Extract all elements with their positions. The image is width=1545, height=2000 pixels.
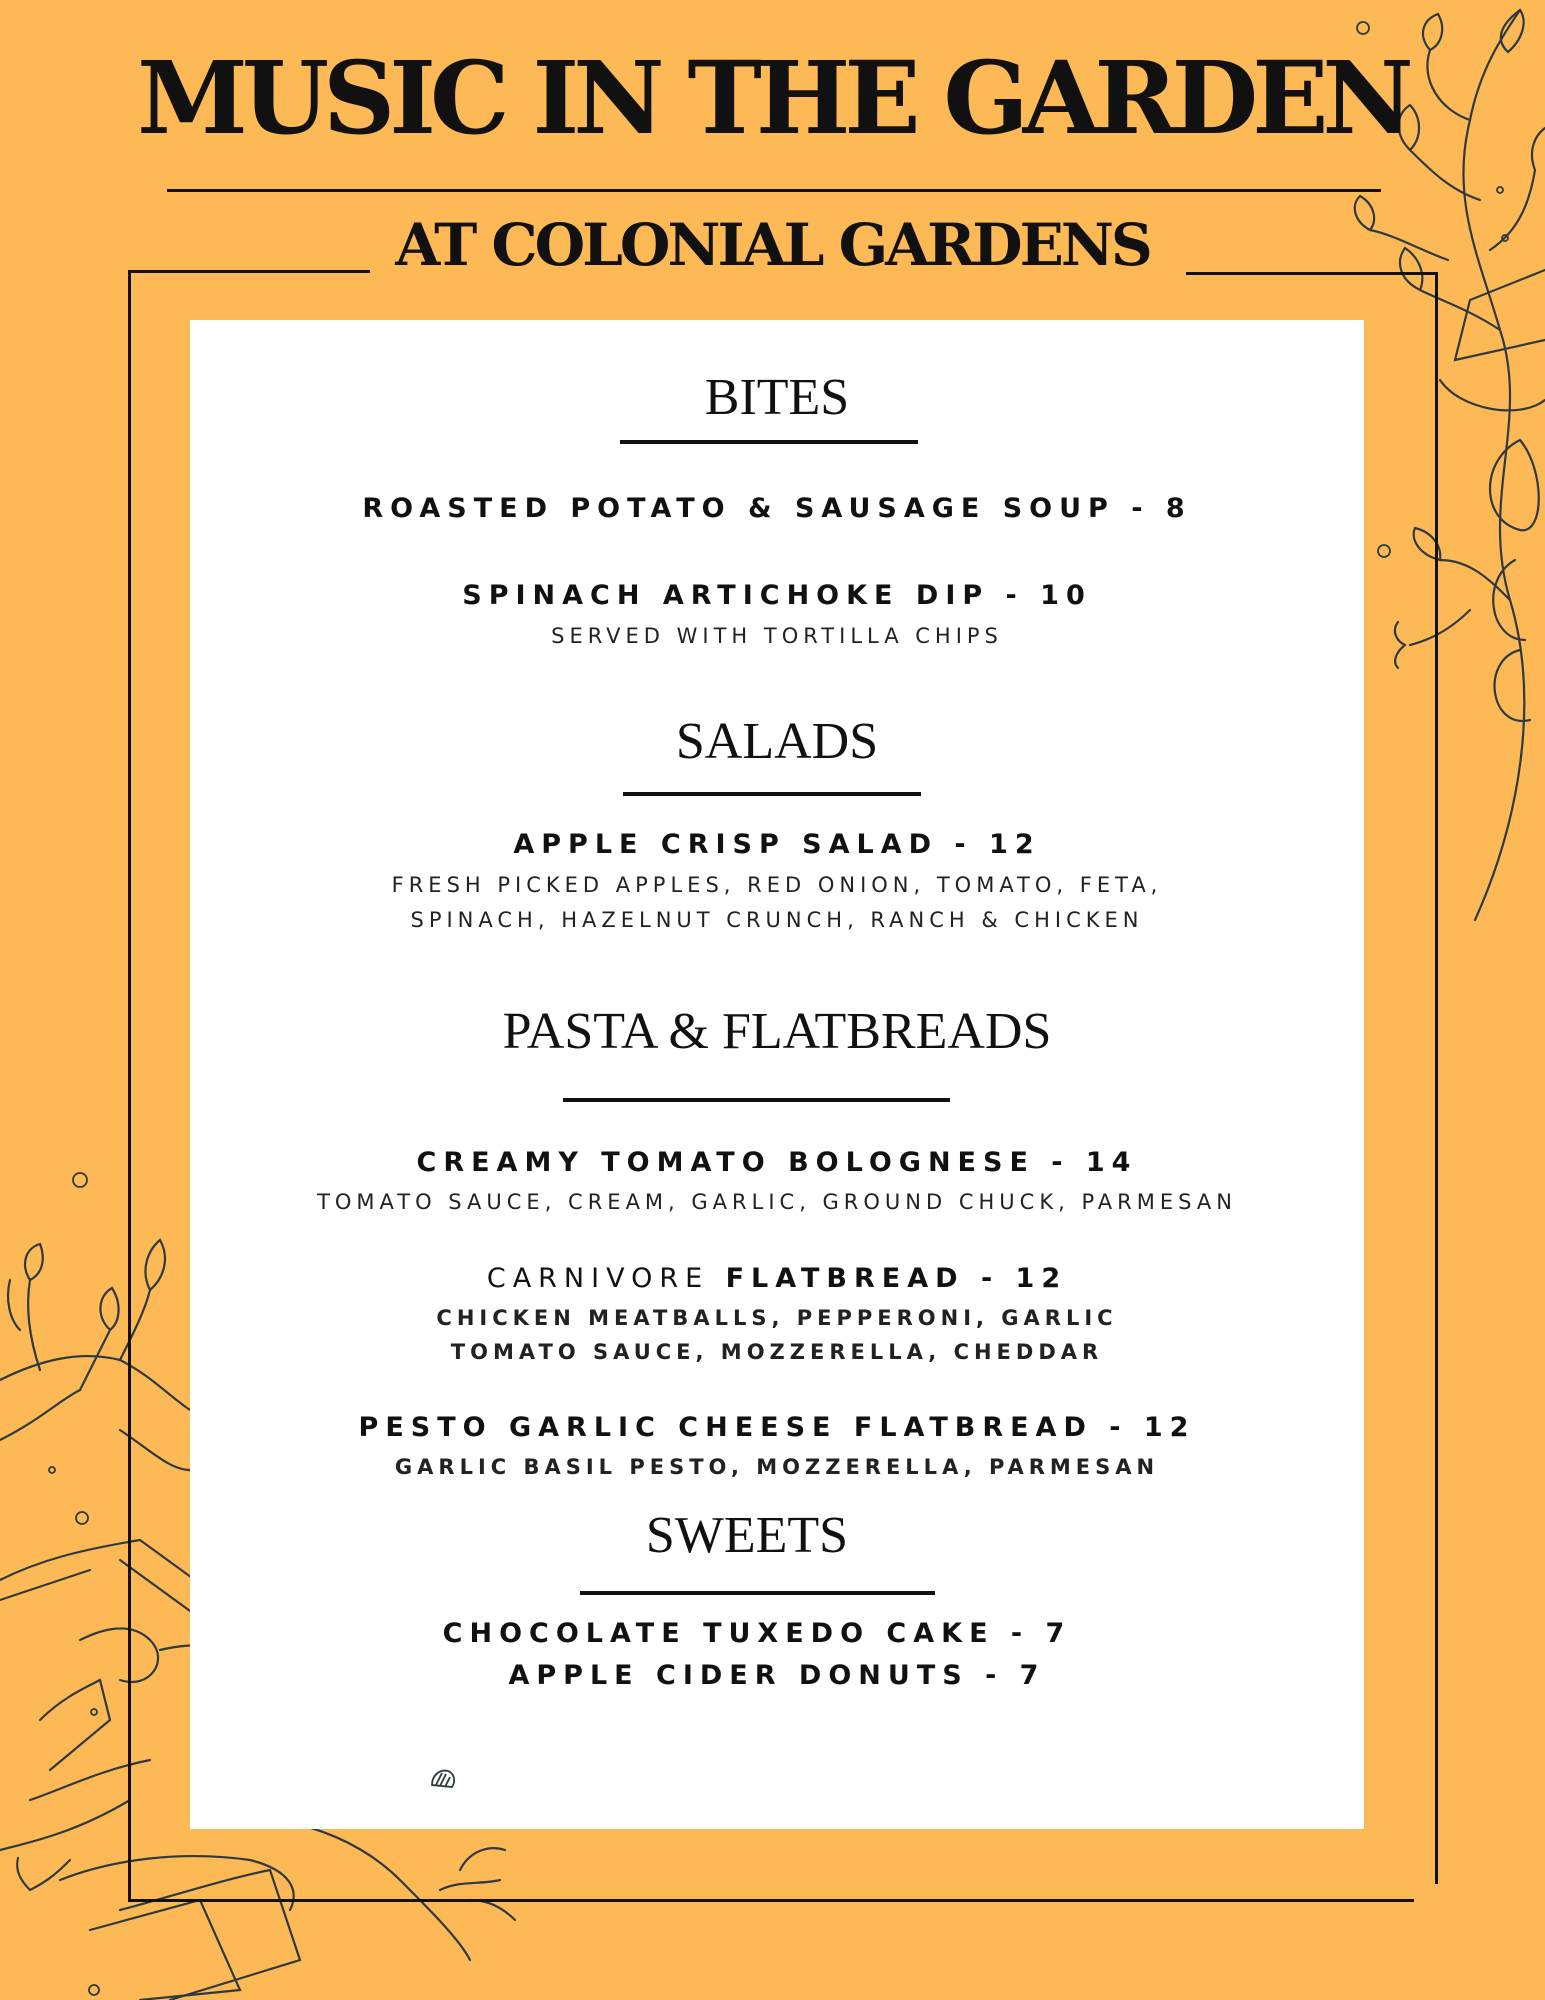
- menu-item-name: APPLE CRISP SALAD - 12: [513, 829, 1041, 860]
- section-rule: [563, 1098, 950, 1102]
- frame-left: [128, 270, 131, 1902]
- section-rule: [623, 792, 921, 796]
- menu-item-description: TOMATO SAUCE, CREAM, GARLIC, GROUND CHUCK, PARMESAN: [317, 1190, 1237, 1214]
- menu-item-description: GARLIC BASIL PESTO, MOZZERELLA, PARMESAN: [394, 1455, 1160, 1479]
- menu-item-name-light: CARNIVORE: [486, 1263, 710, 1294]
- menu-item-name: [190, 1265, 1364, 1292]
- section-heading-sweets: SWEETS: [645, 1507, 849, 1564]
- menu-item-name: CHOCOLATE TUXEDO CAKE - 7: [442, 1618, 1072, 1649]
- menu-item-description: SPINACH, HAZELNUT CRUNCH, RANCH & CHICKEN: [410, 908, 1144, 932]
- menu-item-name: PESTO GARLIC CHEESE FLATBREAD - 12: [358, 1412, 1196, 1443]
- menu-item-name: SPINACH ARTICHOKE DIP - 10: [462, 580, 1092, 611]
- frame-top-right: [1186, 272, 1438, 275]
- section-heading-salads: SALADS: [675, 713, 879, 770]
- section-heading-pasta: PASTA & FLATBREADS: [502, 1003, 1052, 1060]
- menu-item-name: APPLE CIDER DONUTS - 7: [508, 1660, 1046, 1691]
- menu-item-description: TOMATO SAUCE, MOZZERELLA, CHEDDAR: [450, 1340, 1104, 1364]
- frame-bottom: [128, 1899, 1414, 1902]
- event-subtitle: AT COLONIAL GARDENS: [395, 211, 1150, 279]
- menu-item-name-bold: FLATBREAD - 12: [725, 1263, 1068, 1294]
- section-heading-bites: BITES: [704, 369, 850, 426]
- frame-top-left: [128, 270, 370, 273]
- menu-card: [190, 320, 1364, 1829]
- menu-item-description: SERVED WITH TORTILLA CHIPS: [551, 624, 1003, 648]
- section-rule: [580, 1591, 935, 1595]
- section-rule: [620, 440, 918, 444]
- frame-right: [1435, 272, 1438, 1884]
- title-underline: [167, 189, 1381, 192]
- menu-item-description: FRESH PICKED APPLES, RED ONION, TOMATO, FETA,: [391, 873, 1163, 897]
- shell-doodle-icon: [428, 1765, 458, 1795]
- menu-item-name: CREAMY TOMATO BOLOGNESE - 14: [416, 1147, 1138, 1178]
- menu-item-name: ROASTED POTATO & SAUSAGE SOUP - 8: [362, 493, 1192, 524]
- event-title: MUSIC IN THE GARDEN: [137, 39, 1408, 157]
- menu-item-description: CHICKEN MEATBALLS, PEPPERONI, GARLIC: [436, 1306, 1118, 1330]
